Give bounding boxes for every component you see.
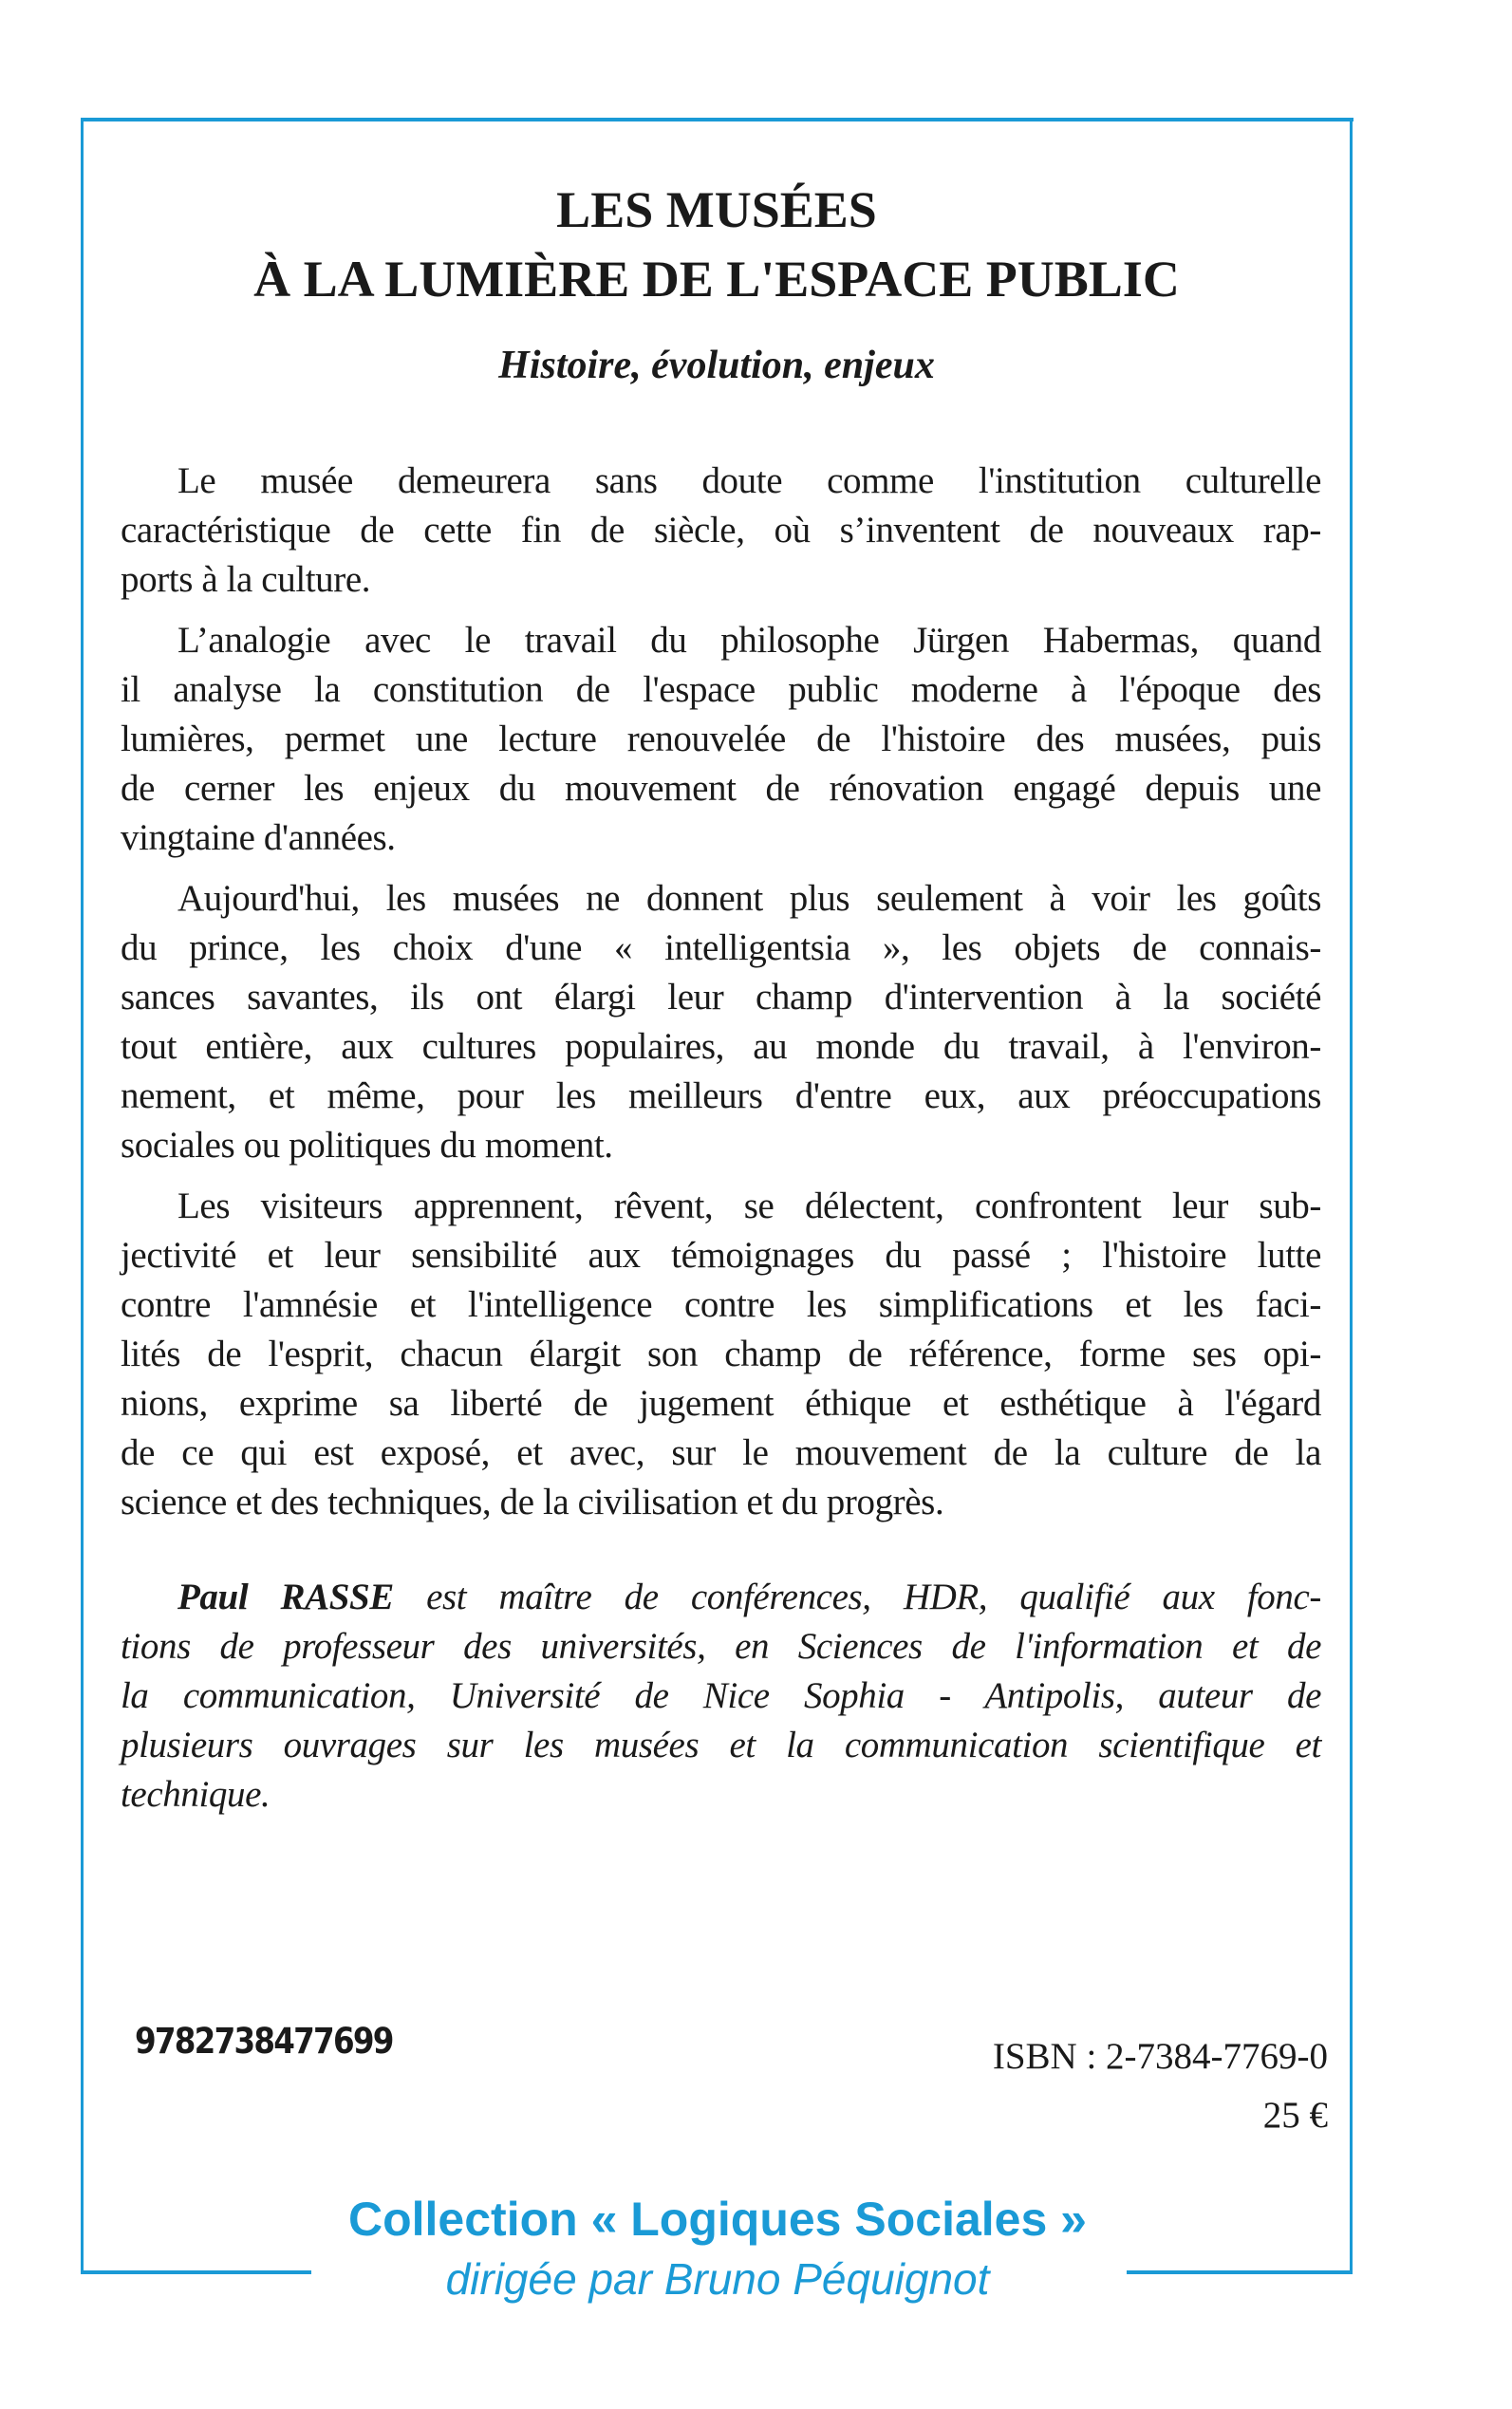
bio-line: technique. (121, 1774, 271, 1815)
bio-line: la communication, Université de Nice Sophia - Antipolis, auteur de (121, 1675, 1321, 1716)
text-line: contre l'amnésie et l'intelligence contre les simplifications et les faci- (121, 1284, 1321, 1325)
text-line: sociales ou politiques du moment. (121, 1125, 613, 1166)
text-line: caractéristique de cette fin de siècle, où s’inventent de nouveaux rap- (121, 510, 1321, 551)
barcode (137, 1883, 427, 2029)
bio-line: plusieurs ouvrages sur les musées et la communication scientifique et (121, 1725, 1321, 1765)
book-title-line-2: À LA LUMIÈRE DE L'ESPACE PUBLIC (253, 251, 1180, 308)
text-line: sances savantes, ils ont élargi leur champ d'intervention à la société (121, 977, 1321, 1018)
text-line: nions, exprime sa liberté de jugement éthique et esthétique à l'égard (121, 1383, 1321, 1424)
bio-line: tions de professeur des universités, en Sciences de l'information et de (121, 1626, 1321, 1667)
text-line: de cerner les enjeux du mouvement de rénovation engagé depuis une (121, 768, 1321, 809)
text-line: L’analogie avec le travail du philosophe Jürgen Habermas, quand (177, 620, 1321, 661)
frame-border-top (81, 118, 1353, 121)
text-line: science et des techniques, de la civilisation et du progrès. (121, 1482, 944, 1522)
text-line: nement, et même, pour les meilleurs d'entre eux, aux préoccupations (121, 1075, 1321, 1116)
book-title-line-1: LES MUSÉES (556, 181, 877, 238)
text-line: ports à la culture. (121, 559, 371, 600)
text-line: tout entière, aux cultures populaires, au monde du travail, à l'environ- (121, 1026, 1321, 1067)
frame-border-right (1350, 118, 1353, 2274)
collection-director: dirigée par Bruno Péquignot (445, 2254, 990, 2304)
book-subtitle: Histoire, évolution, enjeux (498, 344, 935, 387)
frame-border-left (81, 118, 84, 2274)
barcode-bars (144, 1883, 425, 2026)
text-line: vingtaine d'années. (121, 817, 396, 858)
collection-name: Collection « Logiques Sociales » (348, 2193, 1087, 2246)
price: 25 € (1262, 2095, 1328, 2136)
paragraph (121, 457, 1321, 605)
text-line: Les visiteurs apprennent, rêvent, se délectent, confrontent leur sub- (177, 1186, 1321, 1226)
paragraph (121, 1182, 1321, 1527)
text-line: du prince, les choix d'une « intelligentsia », les objets de connais- (121, 927, 1321, 968)
text-line: Le musée demeurera sans doute comme l'institution culturelle (177, 460, 1321, 501)
author-bio (121, 1573, 1321, 1820)
bio-text: est maître de conférences, HDR, qualifié aux fonc- (393, 1577, 1321, 1617)
text-line: il analyse la constitution de l'espace public moderne à l'époque des (121, 669, 1321, 710)
blurb-text (121, 457, 1321, 1831)
text-line: lités de l'esprit, chacun élargit son champ de référence, forme ses opi- (121, 1334, 1321, 1374)
barcode-digits: 9782738477699 (135, 2021, 393, 2062)
paragraph (121, 874, 1321, 1170)
text-line: Aujourd'hui, les musées ne donnent plus seulement à voir les goûts (177, 878, 1321, 919)
bio-line (121, 1573, 1321, 1622)
author-name: Paul RASSE (177, 1577, 394, 1617)
isbn: ISBN : 2-7384-7769-0 (992, 2036, 1328, 2077)
text-line: jectivité et leur sensibilité aux témoignages du passé ; l'histoire lutte (121, 1235, 1321, 1276)
text-line: de ce qui est exposé, et avec, sur le mouvement de la culture de la (121, 1432, 1321, 1473)
paragraph (121, 616, 1321, 863)
text-line: lumières, permet une lecture renouvelée de l'histoire des musées, puis (121, 719, 1321, 759)
